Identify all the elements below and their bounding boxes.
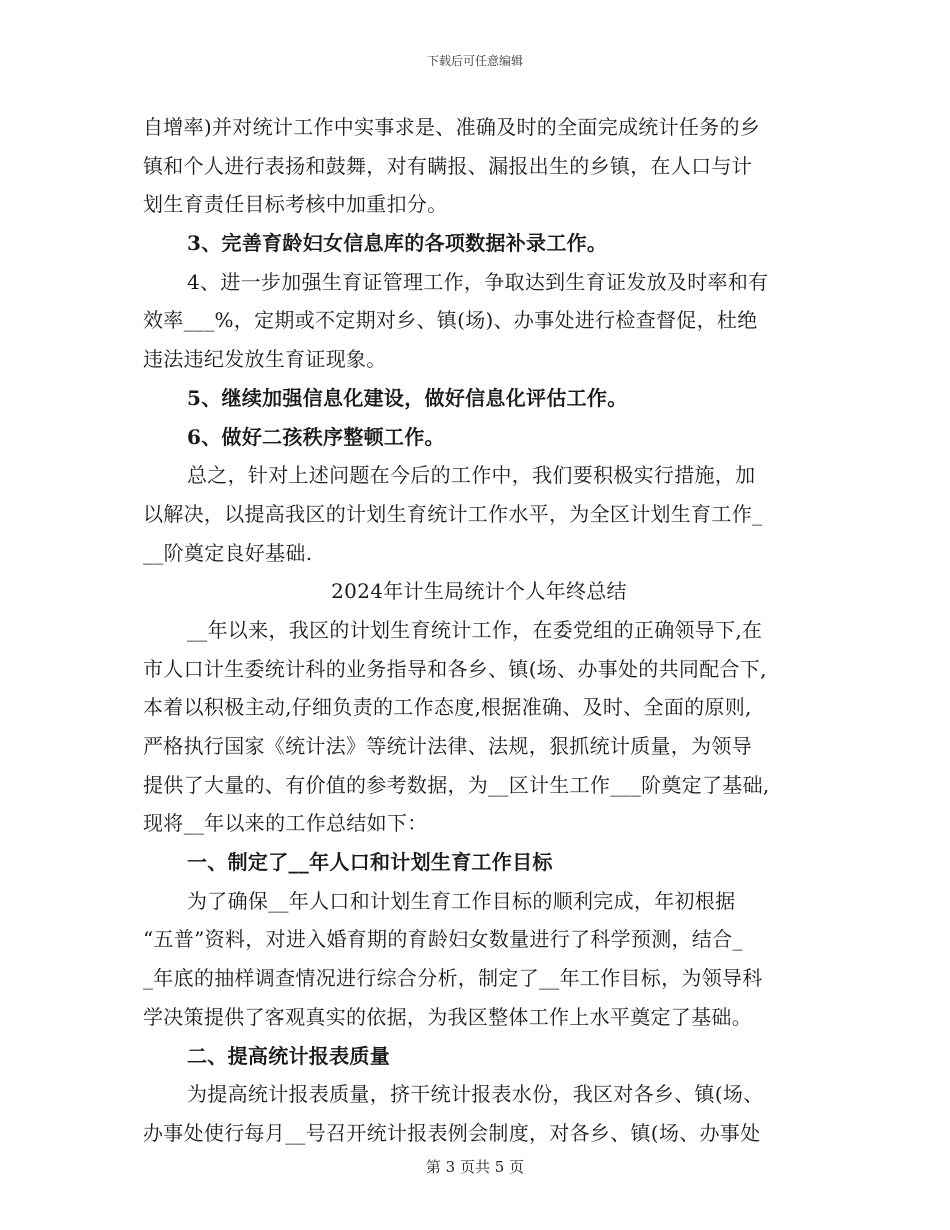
text-line: 办事处使行每月__号召开统计报表例会制度，对各乡、镇(场、办事处 — [143, 1120, 761, 1145]
page-header: 下载后可任意编辑 — [426, 54, 523, 68]
text-line: 本着以积极主动,仔细负责的工作态度,根据准确、及时、全面的原则, — [143, 695, 752, 720]
text-line: __年以来，我区的计划生育统计工作，在委党组的正确领导下,在 — [187, 617, 763, 642]
text-line: 效率___%，定期或不定期对乡、镇(场)、办事处进行检查督促，杜绝 — [143, 308, 758, 333]
text-line: 镇和个人进行表扬和鼓舞，对有瞒报、漏报出生的乡镇，在人口与计 — [143, 153, 752, 178]
text-line: 总之，针对上述问题在今后的工作中，我们要积极实行措施，加 — [187, 463, 756, 488]
text-line: 为提高统计报表质量，挤干统计报表水份，我区对各乡、镇(场、 — [187, 1082, 764, 1107]
document-body — [143, 108, 815, 1153]
heading-line: 5、继续加强信息化建设，做好信息化评估工作。 — [187, 385, 628, 410]
text-line: 市人口计生委统计科的业务指导和各乡、镇(场、办事处的共同配合下, — [143, 656, 767, 681]
text-line: 4、进一步加强生育证管理工作，争取达到生育证发放及时率和有 — [187, 269, 769, 294]
heading-line: 3、完善育龄妇女信息库的各项数据补录工作。 — [187, 231, 608, 256]
text-line: 自增率)并对统计工作中实事求是、准确及时的全面完成统计任务的乡 — [143, 115, 761, 139]
heading-line: 一、制定了__年人口和计划生育工作目标 — [187, 850, 553, 875]
text-line: __阶奠定良好基础. — [143, 540, 313, 565]
text-line: 严格执行国家《统计法》等统计法律、法规，狠抓统计质量，为领导 — [143, 734, 752, 758]
page-footer: 第 3 页共 5 页 — [425, 1158, 525, 1176]
heading-line: 6、做好二孩秩序整顿工作。 — [187, 424, 445, 449]
text-line: “五普”资料，对进入婚育期的育龄妇女数量进行了科学预测，结合_ — [143, 927, 743, 952]
text-line: 提供了大量的、有价值的参考数据，为__区计生工作___阶奠定了基础, — [143, 772, 770, 797]
text-line: 以解决，以提高我区的计划生育统计工作水平，为全区计划生育工作_ — [143, 501, 763, 526]
text-line: 现将__年以来的工作总结如下： — [143, 811, 428, 836]
text-line: 违法违纪发放生育证现象。 — [143, 347, 387, 372]
text-line: 划生育责任目标考核中加重扣分。 — [143, 192, 448, 217]
text-line: 学决策提供了客观真实的依据，为我区整体工作上水平奠定了基础。 — [143, 1004, 752, 1029]
section-title: 2024年计生局统计个人年终总结 — [331, 579, 627, 604]
text-line: _年底的抽样调查情况进行综合分析，制定了__年工作目标，为领导科 — [143, 966, 763, 991]
text-line: 为了确保__年人口和计划生育工作目标的顺利完成，年初根据 — [187, 888, 736, 913]
heading-line: 二、提高统计报表质量 — [187, 1043, 390, 1068]
